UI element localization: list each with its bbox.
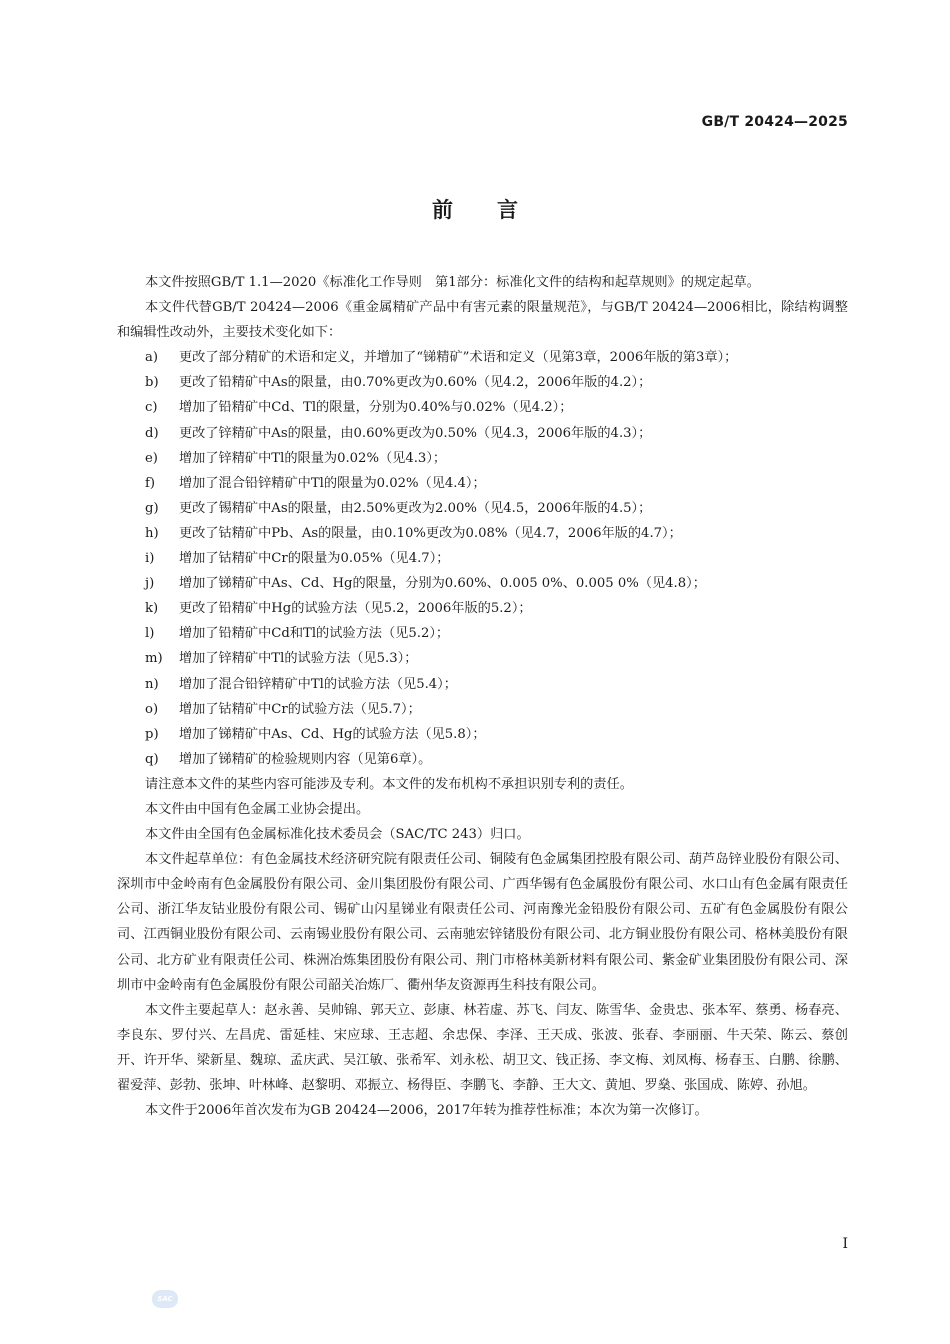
drafting-units: 本文件起草单位：有色金属技术经济研究院有限责任公司、铜陵有色金属集团控股有限公司、葫芦岛锌业股份有限公司、深圳市中金岭南有色金属股份有限公司、金川集团股份有限公司、广西华锡有色金属股份有限公司、水口山有色金属有限责任公司、浙江华友钴业股份有限公司、锡矿山闪星锑业有限责任公司、河南豫光金铅股份有限公司、五矿有色金属股份有限公司、江西铜业股份有限公司、云南锡业股份有限公司、云南驰宏锌锗股份有限公司、北方铜业股份有限公司、格林美股份有限公司、北方矿业有限责任公司、株洲冶炼集团股份有限公司、荆门市格林美新材料有限公司、紫金矿业集团股份有限公司、深圳市中金岭南有色金属股份有限公司韶关冶炼厂、衢州华友资源再生科技有限公司。 [117, 852, 848, 993]
list-item [117, 621, 848, 646]
list-item [117, 370, 848, 395]
list-text: 更改了锡精矿中As的限量，由2.50%更改为2.00%（见4.5，2006年版的4.5）； [179, 500, 652, 516]
list-item [117, 747, 848, 772]
list-text: 增加了钴精矿中Cr的试验方法（见5.7）； [179, 701, 421, 717]
list-item [117, 395, 848, 420]
sac-logo: SAC [152, 1290, 178, 1308]
list-item [117, 496, 848, 521]
standard-number: GB/T 20424—2025 [701, 114, 848, 130]
list-item [117, 646, 848, 671]
list-marker: c) [145, 400, 158, 416]
publication-history: 本文件于2006年首次发布为GB 20424—2006，2017年转为推荐性标准；本次为第一次修订。 [145, 1103, 708, 1119]
list-item [117, 697, 848, 722]
drafters: 本文件主要起草人：赵永善、吴帅锦、郭天立、彭康、林若虚、苏飞、闫友、陈雪华、金贵忠、张本军、蔡勇、杨春亮、李良东、罗付兴、左昌虎、雷延桂、宋应球、王志超、余忠保、李泽、王天成、张波、张春、李丽丽、牛天荣、陈云、蔡创开、许开华、梁新星、魏琼、孟庆武、吴江敏、张希军、刘永松、胡卫文、钱正扬、李文梅、刘凤梅、杨春玉、白鹏、徐鹏、翟爱萍、彭勃、张坤、叶林峰、赵黎明、邓振立、杨得臣、李鹏飞、李静、王大文、黄旭、罗燊、张国成、陈婷、孙旭。 [117, 1002, 848, 1093]
list-item [117, 722, 848, 747]
list-text: 增加了锑精矿中As、Cd、Hg的试验方法（见5.8）； [179, 726, 486, 742]
list-text: 增加了锑精矿中As、Cd、Hg的限量，分别为0.60%、0.005 0%、0.005 0%（见4.8）； [179, 576, 706, 592]
list-marker: l) [145, 626, 155, 642]
intro-paragraph: 本文件按照GB/T 1.1—2020《标准化工作导则 第1部分：标准化文件的结构和起草规则》的规定起草。 [145, 275, 760, 290]
list-marker: q) [145, 751, 159, 767]
list-marker: j) [145, 576, 155, 592]
list-marker: b) [145, 375, 159, 391]
list-text: 增加了铅精矿中Cd和Tl的试验方法（见5.2）； [179, 626, 450, 642]
list-item [117, 421, 848, 446]
foreword-body [117, 270, 848, 1123]
page-title: 前言 [432, 198, 562, 222]
list-text: 更改了锌精矿中As的限量，由0.60%更改为0.50%（见4.3，2006年版的4.3）； [179, 425, 652, 441]
list-text: 更改了部分精矿的术语和定义，并增加了“锑精矿”术语和定义（见第3章，2006年版的第3章）； [179, 350, 738, 366]
list-marker: p) [145, 726, 159, 742]
list-item [117, 596, 848, 621]
list-text: 更改了铅精矿中As的限量，由0.70%更改为0.60%（见4.2，2006年版的4.2）； [179, 375, 652, 391]
list-marker: e) [145, 450, 158, 466]
list-text: 增加了锌精矿中Tl的限量为0.02%（见4.3）； [179, 450, 447, 466]
list-marker: g) [145, 500, 159, 516]
list-marker: m) [145, 651, 163, 667]
list-marker: d) [145, 425, 159, 441]
list-text: 更改了铅精矿中Hg的试验方法（见5.2，2006年版的5.2）； [179, 601, 532, 617]
list-item [117, 345, 848, 370]
list-marker: i) [145, 551, 155, 567]
list-text: 增加了混合铅锌精矿中Tl的限量为0.02%（见4.4）； [179, 475, 486, 491]
list-item [117, 672, 848, 697]
list-text: 增加了铅精矿中Cd、Tl的限量，分别为0.40%与0.02%（见4.2）； [179, 400, 573, 416]
list-item [117, 571, 848, 596]
list-text: 增加了钴精矿中Cr的限量为0.05%（见4.7）； [179, 551, 450, 567]
list-text: 更改了钴精矿中Pb、As的限量，由0.10%更改为0.08%（见4.7，2006年版的4.7）； [179, 525, 682, 541]
list-item [117, 521, 848, 546]
list-text: 增加了混合铅锌精矿中Tl的试验方法（见5.4）； [179, 676, 457, 692]
proposer-statement: 本文件由中国有色金属工业协会提出。 [145, 801, 370, 817]
list-item [117, 446, 848, 471]
list-marker: h) [145, 525, 159, 541]
intro-paragraph: 本文件代替GB/T 20424—2006《重金属精矿产品中有害元素的限量规范》，与GB/T 20424—2006相比，除结构调整和编辑性改动外，主要技术变化如下： [117, 300, 848, 341]
list-item [117, 546, 848, 571]
list-marker: f) [145, 475, 156, 491]
list-marker: a) [145, 350, 159, 366]
list-marker: n) [145, 676, 159, 692]
patent-notice: 请注意本文件的某些内容可能涉及专利。本文件的发布机构不承担识别专利的责任。 [145, 776, 633, 792]
committee-statement: 本文件由全国有色金属标准化技术委员会（SAC/TC 243）归口。 [145, 827, 530, 843]
list-marker: o) [145, 701, 159, 717]
page-number: I [842, 1236, 848, 1252]
list-text: 增加了锌精矿中Tl的试验方法（见5.3）； [179, 651, 418, 667]
list-marker: k) [145, 601, 159, 617]
list-text: 增加了锑精矿的检验规则内容（见第6章）。 [179, 751, 432, 767]
list-item [117, 471, 848, 496]
changes-list [117, 345, 848, 772]
